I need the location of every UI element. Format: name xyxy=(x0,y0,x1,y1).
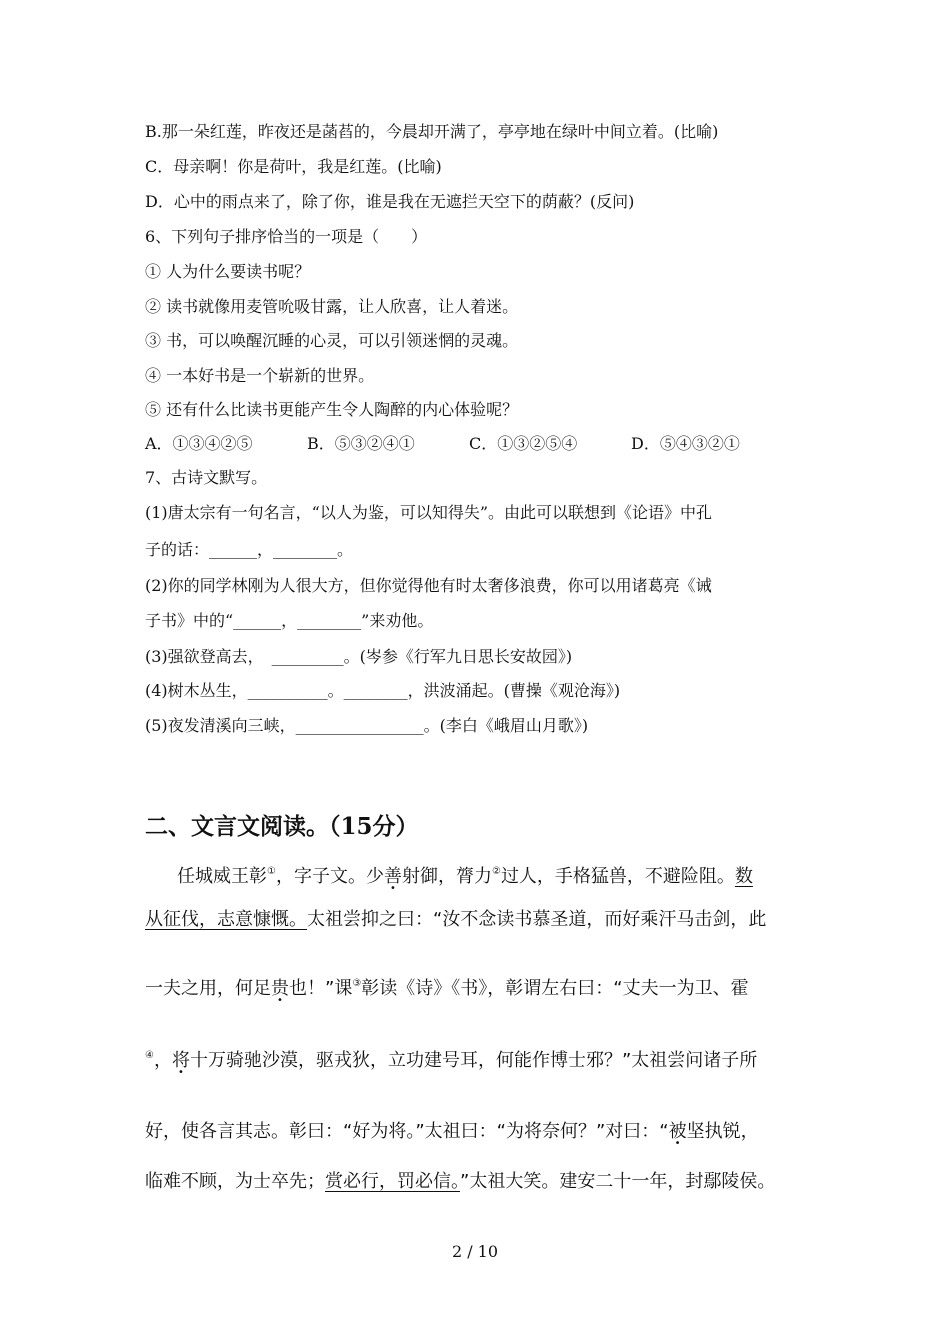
passage-line-1 xyxy=(177,860,753,889)
footnote-mark: ① xyxy=(267,866,276,877)
sentence-4: ④ 一本好书是一个崭新的世界。 xyxy=(145,366,375,385)
q7-part-3: (3)强欲登高去， _________。(岑参《行军九日思长安故园》) xyxy=(145,647,573,666)
footnote-mark: ③ xyxy=(352,978,362,989)
option-b: B.那一朵红莲，昨夜还是菡萏的，今晨却开满了，亭亭地在绿叶中间立着。(比喻) xyxy=(145,122,719,141)
footnote-mark: ④ xyxy=(145,1050,154,1061)
choice-a: A．①③④②⑤ xyxy=(145,434,253,453)
text-span: 太祖尝抑之曰：“汝不念读书慕圣道，而好乘汗马击剑，此 xyxy=(307,909,767,930)
sentence-2: ② 读书就像用麦管吮吸甘露，让人欣喜，让人着迷。 xyxy=(145,297,519,316)
question-6-stem: 6、下列句子排序恰当的一项是（ ） xyxy=(145,227,428,246)
option-c: C．母亲啊！你是荷叶，我是红莲。(比喻) xyxy=(145,157,442,176)
sentence-5: ⑤ 还有什么比读书更能产生令人陶醉的内心体验呢？ xyxy=(145,400,519,419)
q7-part-2b: 子书》中的“______，________”来劝他。 xyxy=(145,611,434,630)
underlined-text: 数 xyxy=(734,866,753,887)
sentence-3: ③ 书，可以唤醒沉睡的心灵，可以引领迷惘的灵魂。 xyxy=(145,331,519,350)
text-span: ”太祖大笑。建安二十一年，封鄢陵侯。 xyxy=(460,1171,776,1192)
question-7-stem: 7、古诗文默写。 xyxy=(145,468,268,487)
text-span: 临难不顾，为士卒先； xyxy=(145,1171,325,1192)
q7-part-4: (4)树木丛生，__________。________，洪波涌起。(曹操《观沧海》) xyxy=(145,681,621,700)
passage-line-2 xyxy=(145,908,766,932)
choice-c: C．①③②⑤④ xyxy=(469,434,578,453)
page-number: 2 / 10 xyxy=(451,1242,499,1261)
q7-part-5: (5)夜发清溪向三峡，________________。(李白《峨眉山月歌》) xyxy=(145,716,589,735)
choice-b: B．⑤③②④① xyxy=(307,434,415,453)
passage-line-3 xyxy=(145,972,749,1001)
text-span: ， xyxy=(153,1050,172,1071)
emphasis-char: 被 xyxy=(668,1121,687,1142)
text-span: ，字子文。少 xyxy=(275,866,384,887)
passage-line-4 xyxy=(145,1044,757,1073)
underlined-text: 从征伐，志意慷慨。 xyxy=(145,909,307,930)
text-span: 十万骑驰沙漠，驱戎狄，立功建号耳，何能作博士邪？”太祖尝问诸子所 xyxy=(189,1050,758,1071)
q7-part-1a: (1)唐太宗有一句名言，“以人为鉴，可以知得失”。由此可以联想到《论语》中孔 xyxy=(145,503,713,522)
text-span: 彰读《诗》《书》，彰谓左右曰：“丈夫一为卫、霍 xyxy=(361,978,749,999)
text-span: 一夫之用，何足 xyxy=(145,978,271,999)
emphasis-char: 将 xyxy=(171,1050,190,1071)
q7-part-2a: (2)你的同学林刚为人很大方，但你觉得他有时太奢侈浪费，你可以用诸葛亮《诫 xyxy=(145,576,712,595)
underlined-text: 赏必行，罚必信。 xyxy=(325,1171,460,1192)
passage-line-5 xyxy=(145,1120,759,1144)
text-span: 任城威王彰 xyxy=(177,866,267,887)
text-span: 射御，膂力 xyxy=(401,866,492,887)
text-span: 坚执锐， xyxy=(686,1121,759,1142)
emphasis-char: 贵 xyxy=(271,978,289,999)
text-span: 过人，手格猛兽，不避险阻。 xyxy=(500,866,735,887)
section-heading: 二、文言文阅读。（15分） xyxy=(145,813,419,840)
footnote-mark: ② xyxy=(491,866,501,877)
text-span: 也！”课 xyxy=(289,978,353,999)
emphasis-char: 善 xyxy=(383,866,402,887)
question-6-choices xyxy=(145,434,740,454)
passage-line-6 xyxy=(145,1170,775,1194)
q7-part-1b: 子的话：______，________。 xyxy=(145,540,354,559)
option-d: D．心中的雨点来了，除了你，谁是我在无遮拦天空下的荫蔽？(反问) xyxy=(145,192,635,211)
choice-d: D．⑤④③②① xyxy=(631,434,740,453)
text-span: 好，使各言其志。彰曰：“好为将。”太祖曰：“为将奈何？”对曰：“ xyxy=(145,1121,669,1142)
sentence-1: ① 人为什么要读书呢？ xyxy=(145,262,311,281)
